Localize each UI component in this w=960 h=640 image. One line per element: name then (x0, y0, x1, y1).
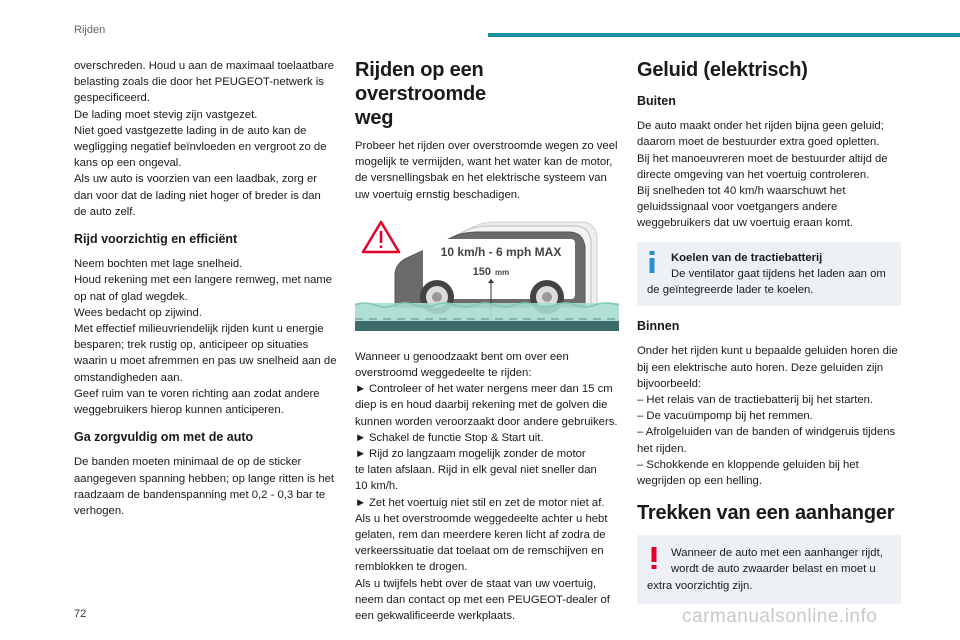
text-line: bijvoorbeeld: (637, 377, 702, 390)
column-left (74, 58, 338, 519)
text-line: kans op een ongeval. (74, 157, 182, 170)
depth-value-label: 150 (472, 265, 491, 278)
text-line: Bij het manoeuvreren moet de bestuurder altijd de (637, 152, 888, 165)
text-line: verkeerssituatie dat toelaat om de remschijven en (355, 545, 604, 558)
warning-text-line: wordt de auto zwaarder belast en moet u (671, 563, 876, 576)
text-line: 10 km/h. (355, 480, 399, 493)
note-text-line: de geïntegreerde lader te koelen. (647, 284, 814, 297)
text-line: Als uw auto is voorzien van een laadbak, zorg er (74, 173, 318, 186)
text-line: remblokken te drogen. (355, 561, 468, 574)
text-line: Bij snelheden tot 40 km/h waarschuwt het (637, 185, 846, 198)
depth-unit-label: mm (495, 267, 510, 277)
bullet-arrow-icon: ► (355, 431, 367, 444)
text-line: neem dan contact op met een PEUGEOT-dealer of (355, 593, 610, 606)
heading-drive-carefully: Rijd voorzichtig en efficiënt (74, 232, 238, 247)
text-line: waarin u moet afremmen en pas uw snelheid aan de (74, 355, 337, 368)
text-line: besparen; trek rustig op, anticipeer op situaties (74, 339, 309, 352)
road-surface (355, 321, 619, 331)
heading-flooded-road (355, 58, 619, 130)
column-middle (355, 58, 619, 624)
list-item (355, 446, 619, 462)
text-line: Onder het rijden kunt u bepaalde geluiden horen die (637, 345, 898, 358)
note-title: Koelen van de tractiebatterij (671, 251, 823, 264)
flood-intro-text (355, 138, 619, 203)
header-accent-bar (488, 33, 960, 37)
text-line: de versnellingsbak en het elektrische systeem van (355, 172, 607, 185)
text-line: gelaten, rem dan meerdere keren licht af zodra de (355, 529, 606, 542)
list-item-text: Schakel de functie Stop & Start uit. (369, 431, 544, 444)
text-line: raadzaam de bandenspanning met 0,2 - 0,3 bar te (74, 488, 326, 501)
flood-van-svg (355, 217, 619, 337)
text-line: uw voertuig ernstig beschadigen. (355, 188, 521, 201)
text-line: wegligging negatief beïnvloeden en vergroot zo de (74, 141, 327, 154)
text-line: Als u het overstroomde weggedeelte achter u hebt (355, 512, 608, 525)
text-line: – Het relais van de tractiebatterij bij het starten. (637, 394, 874, 407)
flood-after-text (355, 511, 619, 624)
text-line: belasting zoals die door het PEUGEOT-netwerk is (74, 76, 324, 89)
heading-line: Rijden op een overstroomde (355, 59, 486, 105)
flooded-road-illustration (355, 217, 619, 337)
intro-text (74, 58, 338, 220)
speed-limit-label: 10 km/h - 6 mph MAX (440, 244, 562, 259)
text-line: op nat of glad wegdek. (74, 290, 188, 303)
text-line: Als u twijfels hebt over de staat van uw voertuig, (355, 577, 597, 590)
text-line: weggebruikers dat uw voertuig eraan komt. (637, 217, 854, 230)
watermark-text: carmanualsonline.info (682, 606, 878, 627)
text-line: – De vacuümpomp bij het remmen. (637, 410, 813, 423)
heading-outside: Buiten (637, 94, 676, 108)
heading-car-care: Ga zorgvuldig om met de auto (74, 430, 254, 445)
text-line: De lading moet stevig zijn vastgezet. (74, 108, 258, 121)
text-line: De banden moeten minimaal de op de sticker (74, 456, 302, 469)
warning-text-line: extra voorzichtig zijn. (647, 579, 753, 592)
info-note-battery-cooling (637, 242, 901, 307)
note-text-line: De ventilator gaat tijdens het laden aan om (671, 267, 886, 280)
text-line: overstroomd weggedeelte te rijden: (355, 367, 532, 380)
text-line: – Afrolgeluiden van de banden of windgeruis tijdens (637, 426, 896, 439)
list-item-text: Zet het voertuig niet stil en zet de motor niet af. (369, 496, 605, 509)
text-line: Wees bedacht op zijwind. (74, 306, 202, 319)
column-right (637, 58, 901, 614)
text-line: gespecificeerd. (74, 92, 150, 105)
page-number: 72 (74, 608, 87, 620)
text-line: Met effectief milieuvriendelijk rijden kunt u energie (74, 323, 324, 336)
text-line: de auto zelf. (74, 205, 136, 218)
list-item (355, 381, 619, 397)
bullet-arrow-icon: ► (355, 448, 367, 461)
text-line: directe omgeving van het voertuig controleren. (637, 168, 870, 181)
text-line: De auto maakt onder het rijden bijna geen geluid; (637, 120, 884, 133)
text-line: verhogen. (74, 505, 125, 518)
text-line: een gekwalificeerde werkplaats. (355, 610, 516, 623)
text-line: overschreden. Houd u aan de maximaal toelaatbare (74, 60, 334, 72)
care-text (74, 454, 338, 519)
flood-body-text (355, 349, 619, 381)
text-line: Geef ruim van te voren richting aan zodat andere (74, 387, 320, 400)
heading-inside: Binnen (637, 319, 680, 334)
text-line: Neem bochten met lage snelheid. (74, 258, 243, 271)
info-icon (648, 251, 656, 273)
bullet-arrow-icon: ► (355, 496, 367, 509)
outside-text (637, 118, 901, 231)
text-line: Houd rekening met een langere remweg, met name (74, 274, 333, 287)
text-line: bij een elektrische auto horen. Deze geluiden zijn (637, 361, 884, 374)
text-line: omstandigheden aan. (74, 371, 183, 384)
text-line: geluidssignaal voor voetgangers andere (637, 201, 838, 214)
flood-bullet-list (355, 381, 619, 511)
list-item-text: Rijd zo langzaam mogelijk zonder de motor (369, 448, 586, 461)
text-line: te laten afslaan. Rijd in elk geval niet sneller dan (355, 464, 597, 477)
warning-triangle-icon (363, 222, 399, 252)
heading-towing-trailer: Trekken van een aanhanger (637, 502, 895, 525)
warning-note-towing (637, 535, 901, 604)
text-line: diep is en houd daarbij rekening met de golven die (355, 399, 608, 412)
text-line: daarom moet de bestuurder extra goed opletten. (637, 136, 880, 149)
warning-exclamation-icon (650, 547, 658, 569)
text-line: aangegeven spanning hebben; op lange ritten is het (74, 472, 335, 485)
text-line: wegrijden op een helling. (637, 475, 762, 488)
text-line: het rijden. (637, 442, 687, 455)
inside-text (637, 343, 901, 489)
bullet-arrow-icon: ► (355, 383, 367, 396)
text-line: Niet goed vastgezette lading in de auto kan de (74, 124, 307, 137)
warning-text-line: Wanneer de auto met een aanhanger rijdt, (671, 547, 883, 560)
text-line: Wanneer u genoodzaakt bent om over een (355, 350, 569, 363)
list-item-text: Controleer of het water nergens meer dan 15 cm (369, 383, 613, 396)
careful-text (74, 256, 338, 418)
text-line: Probeer het rijden over overstroomde wegen zo veel (355, 140, 618, 152)
text-line: kunnen worden veroorzaakt door andere gebruikers. (355, 415, 618, 428)
text-line: weggebruikers hierop kunnen anticiperen. (74, 404, 284, 417)
text-line: dan voor dat de lading niet hoger of breder is dan (74, 189, 321, 202)
heading-sound-electric: Geluid (elektrisch) (637, 59, 808, 81)
list-item (355, 495, 619, 511)
heading-line: weg (355, 107, 394, 129)
text-line: mogelijk te vermijden, want het water kan de motor, (355, 156, 613, 169)
text-line: – Schokkende en kloppende geluiden bij het (637, 458, 859, 471)
list-item (355, 430, 619, 446)
header-section-title: Rijden (74, 24, 106, 36)
